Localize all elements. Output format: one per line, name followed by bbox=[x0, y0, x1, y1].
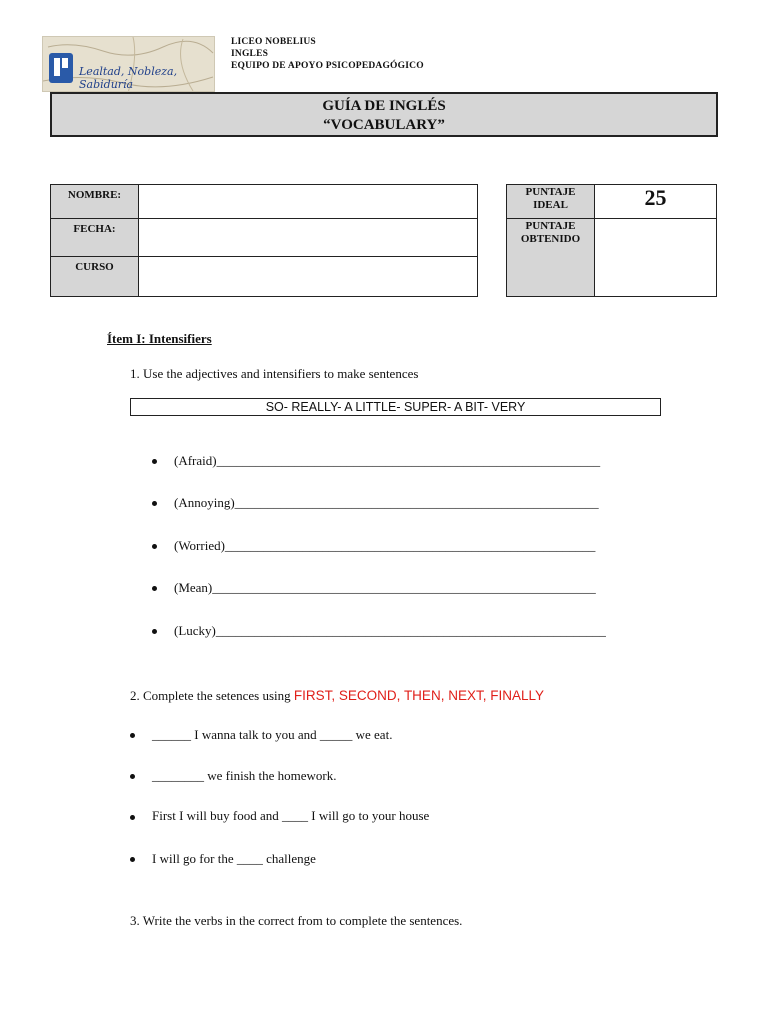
question-2-prefix: 2. Complete the setences using bbox=[130, 688, 294, 703]
sentence-afraid[interactable]: (Afraid)___________________________________________________________ bbox=[174, 453, 601, 468]
sentence-lucky[interactable]: (Lucky)____________________________________________________________ bbox=[174, 623, 606, 638]
obtained-score-label: PUNTAJE OBTENIDO bbox=[507, 219, 595, 297]
question-1: 1. Use the adjectives and intensifiers to make sentences bbox=[130, 366, 419, 381]
page-title: GUÍA DE INGLÉS bbox=[322, 98, 446, 114]
intensifiers-word-box: SO- REALLY- A LITTLE- SUPER- A BIT- VERY bbox=[130, 398, 661, 416]
logo-motto: Lealtad, Nobleza, Sabiduría bbox=[79, 65, 178, 91]
date-label: FECHA: bbox=[51, 219, 139, 257]
bullet-icon bbox=[130, 815, 135, 820]
support-team: EQUIPO DE APOYO PSICOPEDAGÓGICO bbox=[231, 61, 424, 71]
course-field[interactable] bbox=[139, 257, 478, 297]
bullet-icon bbox=[152, 544, 157, 549]
date-field[interactable] bbox=[139, 219, 478, 257]
bullet-icon bbox=[130, 733, 135, 738]
question-3: 3. Write the verbs in the correct from to complete the sentences. bbox=[130, 913, 463, 928]
subject-name: INGLES bbox=[231, 49, 269, 59]
bullet-icon bbox=[152, 459, 157, 464]
ideal-score-label: PUNTAJE IDEAL bbox=[507, 185, 595, 219]
sentence-mean[interactable]: (Mean)___________________________________________________________ bbox=[174, 580, 596, 595]
page-subtitle: “VOCABULARY” bbox=[323, 117, 445, 133]
sequence-sentence-2[interactable]: ________ we finish the homework. bbox=[152, 768, 337, 783]
title-box bbox=[50, 92, 718, 137]
course-label: CURSO bbox=[51, 257, 139, 297]
bullet-icon bbox=[152, 586, 157, 591]
bullet-icon bbox=[152, 501, 157, 506]
school-logo bbox=[42, 36, 215, 92]
sequence-sentence-1[interactable]: ______ I wanna talk to you and _____ we eat. bbox=[152, 727, 393, 742]
item1-heading: Ítem I: Intensifiers bbox=[107, 331, 212, 346]
sentence-worried[interactable]: (Worried)_________________________________________________________ bbox=[174, 538, 596, 553]
question-2 bbox=[130, 688, 544, 704]
student-info-table bbox=[50, 184, 478, 297]
obtained-score-field[interactable] bbox=[595, 219, 717, 297]
ideal-score-value: 25 bbox=[595, 185, 717, 219]
score-table bbox=[506, 184, 717, 297]
name-label: NOMBRE: bbox=[51, 185, 139, 219]
sentence-annoying[interactable]: (Annoying)________________________________________________________ bbox=[174, 495, 599, 510]
bullet-icon bbox=[152, 629, 157, 634]
school-name: LICEO NOBELIUS bbox=[231, 37, 316, 47]
bullet-icon bbox=[130, 857, 135, 862]
sequence-sentence-4[interactable]: I will go for the ____ challenge bbox=[152, 851, 316, 866]
name-field[interactable] bbox=[139, 185, 478, 219]
sequence-sentence-3[interactable]: First I will buy food and ____ I will go to your house bbox=[152, 808, 430, 823]
bullet-icon bbox=[130, 774, 135, 779]
sequence-words: FIRST, SECOND, THEN, NEXT, FINALLY bbox=[293, 688, 544, 703]
